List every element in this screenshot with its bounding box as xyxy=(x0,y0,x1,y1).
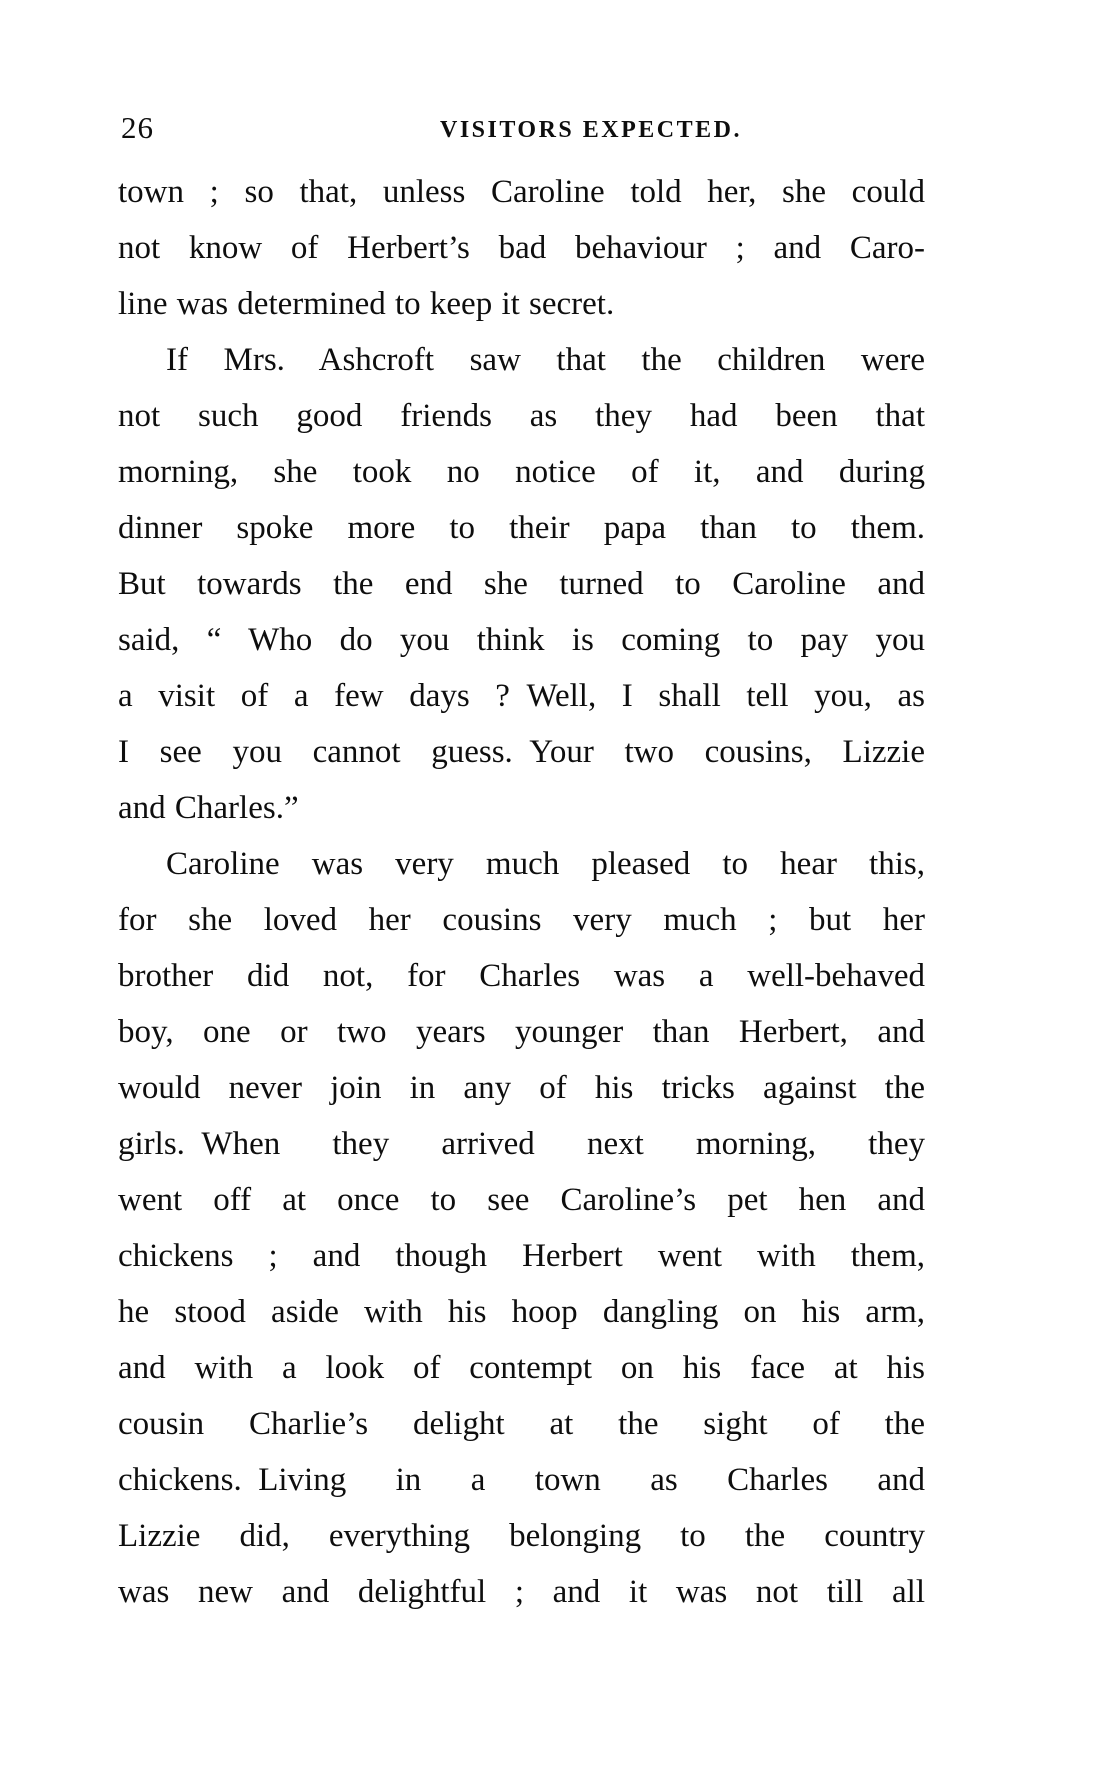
text-line: and Charles.” xyxy=(118,790,299,826)
text-line: Lizzie did, everything belonging to the country xyxy=(118,1518,925,1554)
text-line: for she loved her cousins very much ; but her xyxy=(118,902,925,938)
text-line: Caroline was very much pleased to hear this, xyxy=(166,846,925,882)
text-line: brother did not, for Charles was a well-behaved xyxy=(118,958,925,994)
text-line: If Mrs. Ashcroft saw that the children were xyxy=(166,342,925,378)
text-line: he stood aside with his hoop dangling on his arm, xyxy=(118,1294,925,1330)
paragraph xyxy=(118,332,925,836)
text-line: not know of Herbert’s bad behaviour ; and Caro- xyxy=(118,230,925,266)
text-line: dinner spoke more to their papa than to them. xyxy=(118,510,925,546)
text-line: would never join in any of his tricks against the xyxy=(118,1070,925,1106)
text-line: town ; so that, unless Caroline told her, she could xyxy=(118,174,925,210)
text-line: said, “ Who do you think is coming to pay you xyxy=(118,622,925,658)
paragraph xyxy=(118,836,925,1620)
text-line: chickens. Living in a town as Charles and xyxy=(118,1462,925,1498)
text-line: chickens ; and though Herbert went with them, xyxy=(118,1238,925,1274)
text-line: and with a look of contempt on his face at his xyxy=(118,1350,925,1386)
text-line: went off at once to see Caroline’s pet hen and xyxy=(118,1182,925,1218)
page-number: 26 xyxy=(121,110,154,145)
text-line: a visit of a few days ? Well, I shall tell you, as xyxy=(118,678,925,714)
text-line: morning, she took no notice of it, and during xyxy=(118,454,925,490)
text-line: was new and delightful ; and it was not till all xyxy=(118,1574,925,1610)
text-line: cousin Charlie’s delight at the sight of the xyxy=(118,1406,925,1442)
text-line: not such good friends as they had been that xyxy=(118,398,925,434)
text-line: line was determined to keep it secret. xyxy=(118,286,615,322)
paragraph xyxy=(118,164,925,332)
running-header-title: VISITORS EXPECTED. xyxy=(440,117,742,143)
text-line: girls. When they arrived next morning, they xyxy=(118,1126,925,1162)
page-body xyxy=(118,164,925,1620)
text-line: boy, one or two years younger than Herbert, and xyxy=(118,1014,925,1050)
text-line: I see you cannot guess. Your two cousins, Lizzie xyxy=(118,734,925,770)
text-line: But towards the end she turned to Caroline and xyxy=(118,566,925,602)
